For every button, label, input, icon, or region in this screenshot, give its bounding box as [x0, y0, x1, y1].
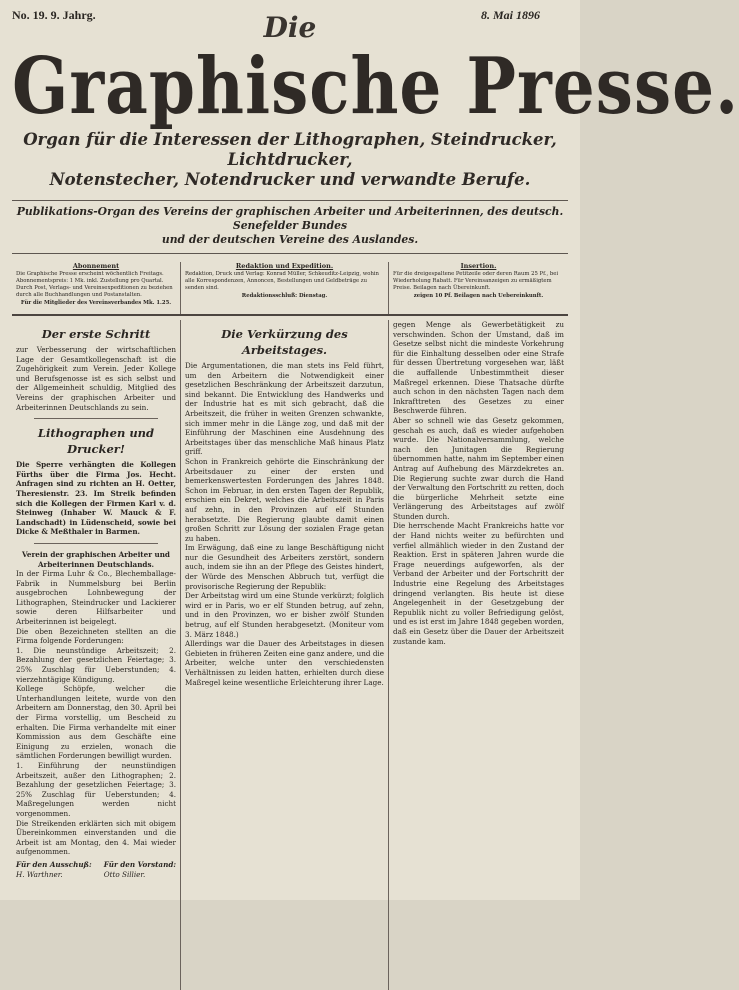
- article-paragraph: Der Arbeitstag wird um eine Stunde verkürzt; folglich wird er in Paris, wo er elf Stunden betrug, auf zehn, und in den Provinzen, wo er bisher zwölf Stunden betrug, auf elf Stunden herabgesetzt. (Moniteur vom 3. März 1848.): [185, 591, 384, 639]
- article-paragraph: Die herrschende Macht Frankreichs hatte vor der Hand nichts weiter zu befürchten und verfiel allmählich wieder in den Zustand der Reaktion. Erst in späteren Jahren wurde die Frage neuerdings aufgeworfen, als der Verband der Arbeiter und der Fortschritt der Industrie eine Regelung des Arbeitstages dringend verlangten. Bis heute ist diese Angelegenheit in der Gesetzgebung der Republik nicht zu voller Befriedigung gelöst, und es ist erst im Jahre 1848 gegeben worden, daß ein Gesetz über die Dauer der Arbeitszeit zustande kam.: [393, 521, 564, 646]
- article-paragraph: Die oben Bezeichneten stellten an die Firma folgende Forderungen:: [16, 626, 176, 646]
- editorial-heading: Redaktion und Expedition.: [235, 262, 334, 270]
- issue-date: 8. Mai 1896: [480, 8, 540, 22]
- column-2: [180, 320, 388, 990]
- signature-block: [16, 860, 176, 879]
- article-paragraph: Die Streikenden erklärten sich mit obigem Übereinkommen einverstanden und die Arbeit ist am Montag, den 4. Mai wieder aufgenommen.: [16, 818, 176, 857]
- article-paragraph: Schon in Frankreich gehörte die Einschränkung der Arbeitsdauer zu einer der ersten und bemerkenswertesten Forderungen des Jahres 1848. Schon im Februar, in den ersten Tagen der Republik, erschien ein Dekret, welches die Arbeitszeit in Paris auf zehn, in den Provinzen auf elf Stunden herabsetzte. Die Regierung glaubte damit einen großen Schritt zur Lösung der sozialen Frage getan zu haben.: [185, 456, 384, 543]
- article-heading-erster-schritt: Der erste Schritt: [41, 327, 151, 341]
- info-boxes: [12, 262, 568, 316]
- insertion-heading: Insertion.: [460, 262, 497, 270]
- divider: [34, 543, 158, 544]
- signature-right: [104, 860, 176, 879]
- signature-right-label: Für den Vorstand:: [103, 859, 176, 869]
- article-paragraph: Kollege Schöpfe, welcher die Unterhandlungen leitete, wurde von den Arbeitern am Donnerstag, den 30. April bei der Firma vorstellig, um Bescheid zu erhalten. Die Firma verhandelte mit einer Kommission aus dem Geschäfte eine Einigung zu erzielen, wonach die sämtlichen Forderungen bewilligt wurden.: [16, 684, 176, 761]
- organ-subtitle: [12, 130, 568, 190]
- article-paragraph: gegen Menge als Gewerbetätigkeit zu verschwinden. Schon der Umstand, daß im Gesetze selbst nicht die mindeste Vorkehrung für die Einhaltung desselben oder eine Strafe für dessen Übertretung vorgesehen war, läßt die auffallende Unbestimmtheit dieser Maßregel erkennen. Diese Thatsache dürfte auch schon in den nächsten Tagen nach dem Inkrafttreten des Gesetzes zu einer Beschwerde führen.: [393, 320, 564, 416]
- insertion-footer: zeigen 10 Pf. Beilagen nach Uebereinkunft.: [413, 293, 544, 299]
- publication-line-1: Publikations-Organ des Vereins der graphischen Arbeiter und Arbeiterinnen, des deutsch. Senefelder Bundes: [16, 205, 564, 232]
- article-paragraph: zur Verbesserung der wirtschaftlichen Lage der Gesamtkollegenschaft ist die Zugehörigkeit zum Verein. Jeder Kollege und Berufsgenosse ist es sich selbst und der Allgemeinheit schuldig, Mitglied des Vereins der graphischen Arbeiter und Arbeiterinnen Deutschlands zu sein.: [16, 345, 176, 412]
- organ-line-1: Organ für die Interessen der Lithographen, Steindrucker, Lichtdrucker,: [23, 130, 557, 169]
- article-paragraph: Aber so schnell wie das Gesetz gekommen, geschah es auch, daß es wieder aufgehoben wurde. Die Nationalversammlung, welche nach den Junitagen die Regierung übernommen hatte, nahm im September einen Antrag auf Aufhebung des Märzdekretes an. Die Regierung suchte zwar durch die Hand der Verwaltung den Fortschritt zu retten, doch die bürgerliche Mehrheit setzte eine Verlängerung des Arbeitstages auf zwölf Stunden durch.: [393, 415, 564, 521]
- article-columns: [12, 320, 568, 990]
- article-paragraph: Allerdings war die Dauer des Arbeitstages in diesen Gebieten in früheren Zeiten eine ganz andere, und die Arbeiter, welche unter den verschiedensten Verhältnissen zu leiden hatten, erhielten durch diese Maßregel keine wesentliche Erleichterung ihrer Lage.: [185, 639, 384, 687]
- signature-left-label: Für den Ausschuß:: [16, 859, 92, 869]
- editorial-text: Redaktion, Druck und Verlag: Konrad Müller, Schkeuditz-Leipzig, wohin alle Korrespondenzen, Annoncen, Bestellungen und Geldbeträge zu senden sind.: [185, 271, 379, 291]
- signature-left-name: H. Warthner.: [16, 869, 63, 879]
- editorial-box: [180, 262, 388, 314]
- agreement-list: 1. Einführung der neunstündigen Arbeitszeit, außer den Lithographen; 2. Bezahlung der gesetzlichen Feiertage; 3. 25% Zuschlag für Ueberstunden; 4. Maßregelungen werden nicht vorgenommen.: [16, 760, 176, 818]
- volume-year: 9. Jahrg.: [50, 8, 96, 22]
- article-heading-lithographen: Lithographen und Drucker!: [37, 426, 155, 457]
- article-paragraph: Die Sperre verhängten die Kollegen Fürths über die Firma Jos. Hecht. Anfragen sind zu richten an H. Oetter, Theresienstr. 23. Im Streik befinden sich die Kollegen der Firmen Karl v. d. Steinweg (Inhaber W. Mauck & F. Landschadt) in Lüdenscheid, sowie bei Dicke & Meßthaler in Barmen.: [16, 460, 176, 537]
- column-3: [388, 320, 568, 990]
- article-heading-verkuerzung: Die Verkürzung des Arbeitstages.: [221, 327, 348, 357]
- section-heading-verein: Verein der graphischen Arbeiter und Arbeiterinnen Deutschlands.: [22, 549, 170, 569]
- subscription-footer: Für die Mitglieder des Vereinsverbandes Mk. 1.25.: [20, 300, 172, 306]
- signature-left: [16, 860, 92, 879]
- subscription-box: [12, 262, 180, 314]
- organ-line-2: Notenstecher, Notendrucker und verwandte Berufe.: [49, 170, 531, 189]
- article-paragraph: In der Firma Luhr & Co., Blechemballage-Fabrik in Nummelsburg bei Berlin ausgebrochen Lohnbewegung der Lithographen, Steindrucker und Lackierer sowie deren Hilfsarbeiter und Arbeiterinnen ist beigelegt.: [16, 569, 176, 627]
- insertion-text: Für die dreigespaltene Petitzeile oder deren Raum 25 Pf., bei Wiederholung Rabatt. Für Vereinsanzeigen zu ermäßigtem Preise. Beilagen nach Übereinkunft.: [393, 271, 559, 291]
- article-paragraph: Im Erwägung, daß eine zu lange Beschäftigung nicht nur die Gesundheit des Arbeiters zerstört, sondern auch, indem sie ihn an der Pflege des Geistes hindert, der Würde des Menschen Abbruch tut, verfügt die provisorische Regierung der Republik:: [185, 543, 384, 591]
- subscription-text: Die Graphische Presse erscheint wöchentlich Freitags. Abonnementspreis: 1 Mk. inkl. Zustellung pro Quartal. Durch Post, Verlags- und Vereinsexpeditionen zu beziehen durch alle Buchhandlungen und Postanstalten.: [16, 271, 173, 298]
- demands-list: 1. Die neunstündige Arbeitszeit; 2. Bezahlung der gesetzlichen Feiertage; 3. 25% Zuschlag für Ueberstunden; 4. vierzehntägige Kündigung.: [16, 645, 176, 684]
- insertion-box: [388, 262, 568, 314]
- subscription-heading: Abonnement: [72, 262, 120, 270]
- divider: [34, 418, 158, 419]
- article-paragraph: Die Argumentationen, die man stets ins Feld führt, um den Arbeitern die Notwendigkeit einer gesetzlichen Beschränkung der Arbeitszeit darzutun, sind bekannt. Die Entwicklung des Handwerks und der Industrie hat es mit sich gebracht, daß die Arbeitszeit, die früher in weiten Grenzen schwankte, sich immer mehr in die Länge zog, und daß mit der Einführung der Maschinen eine Ausdehnung des Arbeitstages über das menschliche Maß hinaus Platz griff.: [185, 361, 384, 457]
- masthead-title: Graphische Presse.: [12, 39, 739, 132]
- editorial-footer: Redaktionsschluß: Dienstag.: [241, 293, 328, 299]
- signature-right-name: Otto Sillier.: [103, 869, 146, 879]
- issue-number: No. 19.: [12, 8, 48, 22]
- publication-line: [12, 200, 568, 254]
- masthead-die: Die: [263, 11, 317, 44]
- publication-line-2: und der deutschen Vereine des Auslandes.: [161, 233, 419, 246]
- column-1: [12, 320, 180, 990]
